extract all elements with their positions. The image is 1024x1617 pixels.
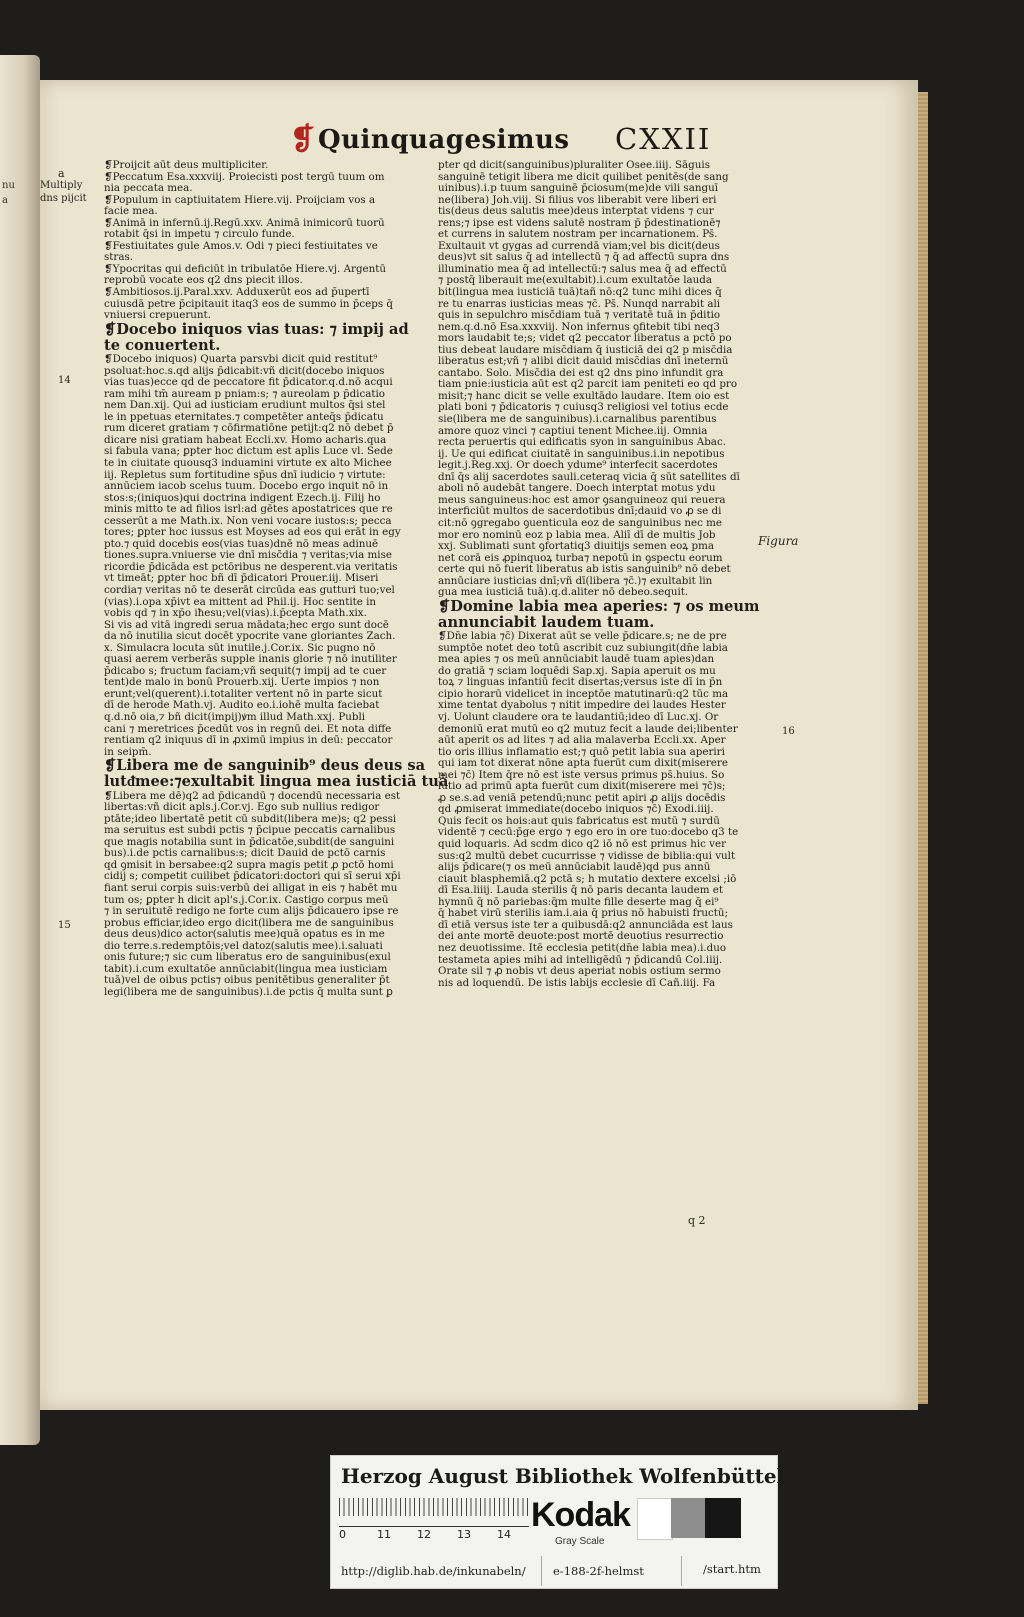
commentary-line: p̄dicabo s; fructum faciam;vñ sequit̄(⁊ impij ad te cuer: [104, 665, 387, 677]
commentary-line: gua mea iusticiā tuā).q.d.aliter nō debeo.sequit̄.: [438, 587, 689, 599]
commentary-line: ma seruitus est subdi pctis ⁊ p̄cipue peccatis carnalibus: [104, 825, 396, 837]
commentary-line: rotabit q̄si in impetu ⁊ circulo funde.: [104, 229, 295, 241]
commentary-line: ⁊ postq̄ liberauit me(exultabit).i.cum exultatōe lauda: [438, 275, 713, 287]
commentary-line: dei ante mortē deuote:post mortē deuotius resurrectio: [438, 931, 724, 943]
commentary-line: pto.⁊ quid docebis eos(vias tuas)dnē nō meas adinuē: [104, 538, 379, 550]
commentary-line: Orate sil ⁊ ꝓ nobis vt deus aperiat nobis ostium sermo: [438, 966, 721, 978]
commentary-line: tent)de malo in bonū Prouerb.xij. Uerte impios ⁊ non: [104, 677, 380, 689]
commentary-line: ricordie p̄dicāda est pctōribus ne desperent.via veritatis: [104, 561, 398, 573]
commentary-line: cesserūt a me Math.ix. Non veni vocare iustos:s; pecca: [104, 515, 392, 527]
commentary-line: quis in sepulchro misc̄diam tuā ⁊ veritatē tuā in p̄ditio: [438, 310, 721, 322]
card-divider: [681, 1556, 682, 1586]
commentary-line: qui iam tot dixerat nōne apta fuerūt cum dixit(miserere: [438, 758, 728, 770]
card-divider: [541, 1556, 542, 1586]
commentary-line: interficiūt multos de sacerdotibus dnī;dauid vo ꝓ se di: [438, 506, 722, 518]
running-title: Quinquagesimus: [318, 125, 570, 155]
previous-leaf-edge: [0, 55, 40, 1445]
verse-heading-line: ❡Docebo iniquos vias tuas: ⁊ impij ad: [104, 320, 409, 338]
commentary-line: quasi aerem verberās supple inanis glorie ⁊ nō inutiliter: [104, 654, 397, 666]
commentary-line: plati boni ⁊ p̄dicatoris ⁊ cuiusq3 religiosi vel totius ecde: [438, 402, 729, 414]
start-page-url: /start.htm: [703, 1562, 761, 1576]
commentary-line: cani ⁊ meretrices p̄cedūt vos in regnū dei. Et nota diffe: [104, 723, 392, 735]
commentary-line: ❡Animā in infernū.ij.Regū.xxv. Animā inimicorū tuorū: [104, 217, 385, 229]
commentary-line: mor ero nominū eoz p labia mea. Aliī dī de multis Job: [438, 529, 716, 541]
shelfmark: e-188-2f-helmst: [553, 1564, 644, 1578]
commentary-line: si fabula vana; ꝑpter hoc dictum est aplis Luce vl. Sede: [104, 446, 393, 458]
commentary-line: ❡Dn̄e labia ⁊c̄) Dixerat aūt se velle p̄dicare.s; ne de pre: [438, 631, 727, 643]
commentary-line: facie mea.: [104, 206, 158, 218]
commentary-line: ptāte;ideo libertatē petit cū subdit(libera me)s; q2 pessi: [104, 813, 397, 825]
commentary-line: ❡Docebo iniquos) Quarta parsvbi dicit quid restitut⁹: [104, 354, 378, 366]
commentary-line: ⁊ in seruitutē redigo ne forte cum alijs p̄dicauero ipse re: [104, 906, 399, 918]
verse-heading-line: annunciabit laudem tuam.: [438, 613, 655, 631]
margin-note: dns pijcit: [40, 193, 87, 204]
commentary-line: da nō inutilia sicut docēt ypocrite vane gloriantes Zach.: [104, 631, 396, 643]
commentary-line: probus efficiar,ideo ergo dicit(libera me de sanguinibus: [104, 917, 394, 929]
commentary-line: mors laudabit te;s; videt̄ q2 peccator liberatus a pctō po: [438, 333, 732, 345]
commentary-line: bus).i.de pctis carnalibus:s; dicit Dauid de pctō carnis: [104, 848, 386, 860]
kodak-logo: Kodak: [531, 1496, 630, 1534]
commentary-line: nem Dan.xij. Qui ad iusticiam erudiunt multos q̄si stel: [104, 400, 386, 412]
gray-swatch-black: [705, 1498, 741, 1538]
commentary-line: ij. Ue qui edificat ciuitatē in sanguinibus.i.in nepotibus: [438, 448, 725, 460]
commentary-line: libertas:vñ dicit apls.j.Cor.vj. Ego sub nullius redigor: [104, 802, 380, 814]
previous-leaf-snippet: a: [2, 195, 8, 206]
commentary-line: ❡Festiuitates gule Amos.v. Odi ⁊ pieci festiuitates ve: [104, 240, 378, 252]
commentary-line: iij. Repletus sum fortitudine sp̄us dnī iudicio ⁊ virtute:: [104, 469, 386, 481]
commentary-line: deus deus)dico actor(salutis mee)quā opatus es in me: [104, 929, 385, 941]
commentary-line: cipio horarū videlicet in inceptōe matutinarū:q2 tūc ma: [438, 688, 729, 700]
page-edge-stack: [918, 92, 928, 1404]
commentary-line: ❡Proijcit aūt deus multipliciter.: [104, 160, 269, 171]
ruler-number: 11: [377, 1528, 391, 1541]
commentary-line: onis future;⁊ sic cum liberatus ero de sanguinibus(exul: [104, 952, 391, 964]
commentary-line: meus sanguineus:hoc est amor ꝯsanguineoz qui reuera: [438, 494, 726, 506]
commentary-line: amore quoz vinci ⁊ captiui tenent Michee.iij. Omnia: [438, 425, 708, 437]
commentary-line: ❡Peccatum Esa.xxxviij. Proiecisti post tergū tuum om: [104, 171, 385, 183]
commentary-line: uinibus).i.p tuum sanguinē p̄ciosum(me)de vili sanguī: [438, 183, 719, 195]
commentary-line: stos:s;(iniquos)qui doctrina indigent Ezech.ij. Filij ho: [104, 492, 381, 504]
commentary-line: testameta apies mihi ad intelligēdū ⁊ p̄dicandū Col.iiij.: [438, 954, 723, 966]
commentary-line: xxj. Sublimati sunt ꝯfortatiq3 diuitijs semen eoꝝ pma: [438, 541, 715, 553]
commentary-line: sanguinē tetigit libera me dicit quilibet penitēs(de sang: [438, 171, 729, 183]
running-header: [290, 122, 750, 162]
commentary-line: erunt;vel(querent).i.totaliter vertent nō in parte sicut: [104, 688, 383, 700]
signature-mark: q 2: [688, 1214, 706, 1227]
commentary-line: legit.j.Reg.xxj. Or doech ydume⁹ interfecit sacerdotes: [438, 460, 718, 472]
margin-initial: a: [58, 167, 65, 180]
commentary-line: q.d.nō oia,⁊ bñ dicit(impij)ꝟm illud Math.xxj. Publi: [104, 712, 366, 724]
commentary-line: tabit).i.cum exultatōe annūciabit(lingua mea iusticiam: [104, 963, 388, 975]
verse-heading-line: te conuertent.: [104, 336, 221, 354]
folio-number: CXXII: [615, 122, 712, 156]
commentary-line: qd ꝓmiserat immediate(docebo iniquos ⁊c̄) Exodi.iiij.: [438, 804, 714, 816]
commentary-line: dī etiā versus iste ter a quibusdā:q2 annunciāda est laus: [438, 919, 733, 931]
commentary-line: fiant serui corpis suis:verbū dei alligat in eis ⁊ habēt mu: [104, 882, 398, 894]
commentary-line: sumptōe notet̄ deo totū ascribit cuz subiungit(dn̄e labia: [438, 642, 728, 654]
gray-scale-label: Gray Scale: [555, 1536, 605, 1547]
commentary-line: tiam pnie:iusticia aūt est q2 parcit iam peniteti eo qd pro: [438, 379, 738, 391]
margin-note-figura: Figura: [758, 534, 799, 548]
commentary-line: tis(deus deus salutis mee)deus interptat̄ videns ⁊ cur: [438, 206, 714, 218]
commentary-line: recta peruertis qui edificatis syon in sanguinibus Abac.: [438, 437, 726, 449]
commentary-line: cidij s; competit cuilibet p̄dicatori:doctori qui sī serui xp̄i: [104, 871, 401, 883]
digital-library-url: http://diglib.hab.de/inkunabeln/: [341, 1564, 526, 1578]
commentary-line: aūt aperit os ad lites ⁊ ad alia malaverba Eccli.xx. Aper: [438, 735, 726, 747]
commentary-line: tum os; ꝑpter h̄ dicit apl's.j.Cor.ix. Castigo corpus meū: [104, 894, 389, 906]
commentary-line: xime tentat dyabolus ⁊ nitit̄ impedire dei laudes Hester: [438, 700, 726, 712]
commentary-line: rum diceret gratiam ⁊ cōfirmatiōne petijt:q2 nō debet p̄: [104, 423, 394, 435]
commentary-line: nia peccata mea.: [104, 183, 193, 195]
commentary-line: mei ⁊c̄) Item q̄re nō est iste versus primus ps̄.huius. So: [438, 769, 725, 781]
commentary-line: ❡Ambitiosos.ij.Paral.xxv. Adduxerūt eos ad p̄upertī: [104, 287, 370, 299]
verse-heading-line: ❡Libera me de sanguinib⁹ deus deus sa: [104, 757, 426, 775]
commentary-line: rens;⁊ ipse est videns salutē nostram p̄ p̄destinationē⁊: [438, 217, 721, 229]
commentary-line: annūciem iacob scelus tuum. Docebo ergo inquit nō in: [104, 481, 389, 493]
margin-verse-number: 15: [58, 920, 71, 931]
ruler-number: 12: [417, 1528, 431, 1541]
commentary-line: dio terre.s.redemptōis;vel datoz(salutis mee).i.saluati: [104, 940, 383, 952]
commentary-line: mea apies ⁊ os meū annūciabit laudē tuam apies)dan: [438, 654, 715, 666]
commentary-line: videntē ⁊ cecū:p̄ge ergo ⁊ ego ero in ore tuo:docebo q3 te: [438, 827, 739, 839]
commentary-line: vias tuas)ecce qd de peccatore fit p̄dicator.q.d.nō acqui: [104, 377, 393, 389]
commentary-line: ❡Ypocritas qui deficiūt in tribulatōe Hiere.vj. Argentū: [104, 263, 387, 275]
verse-heading-line: ❡Domine labia mea aperies: ⁊ os meum: [438, 597, 760, 615]
commentary-line: ❡Libera me dē)q2 ad p̄dicandū ⁊ docendū necessaria est: [104, 790, 401, 802]
commentary-line: Exultauit vt gygas ad currendā viam;vel bis dicit(deus: [438, 240, 720, 252]
commentary-line: stras.: [104, 252, 134, 264]
commentary-line: cantabo. Solo. Misc̄dia dei est q2 dns pino infundit gra: [438, 367, 724, 379]
commentary-line: do gratiā ⁊ sciam loquēdi Sap.xj. Sapia aperuit os mu: [438, 665, 716, 677]
scale-ruler: [339, 1498, 529, 1527]
commentary-line: q̄ habet virū sterilis iam.i.aia q̄ prius nō habuisti fructū;: [438, 908, 729, 920]
commentary-line: tiones.supra.vniuerse vie dnī misc̄dia ⁊ veritas;via mise: [104, 550, 392, 562]
commentary-line: (vias).i.opa xp̄ivt ea mittent ad Phil.ij. Hoc sentite in: [104, 596, 377, 608]
commentary-line: vniuersi crepuerunt.: [104, 310, 211, 322]
gray-swatch-mid: [671, 1498, 705, 1538]
commentary-line: alijs p̄dicare(⁊ os meū annūciabit laudē)qd̄ pus annū: [438, 862, 711, 874]
commentary-line: que magis notabilia sunt in p̄dicatōe,subdit(de sanguini: [104, 836, 395, 848]
commentary-line: nem.q.d.nō Esa.xxxviij. Non infernus ꝯfitebit̄ tibi neq3: [438, 321, 720, 333]
commentary-line: dicare nisi gratiam habeat Eccli.xv. Homo acharis.qua: [104, 434, 387, 446]
ruler-number: 14: [497, 1528, 511, 1541]
commentary-line: tuā)vel de oibus pctis⁊ oibus penitētibus generaliter p̄t: [104, 975, 390, 987]
commentary-line: certe qui nō fuerit liberatus ab istis sanguinib⁹ nō debet: [438, 564, 731, 576]
commentary-line: liberatus est;vñ ⁊ alibi dicit dauid misc̄dias dnī ineternū: [438, 356, 729, 368]
commentary-line: vj. Uolunt claudere ora te laudantiū;ideo dī Luc.xj. Or: [438, 712, 719, 724]
commentary-line: x. Simulacra locuta sūt inutile.j.Cor.ix. Sic pugno nō: [104, 642, 376, 654]
commentary-line: tio oris illius inflamatio est;⁊ quō petit labia sua aperiri: [438, 746, 725, 758]
ruler-number: 13: [457, 1528, 471, 1541]
library-name: Herzog August Bibliothek Wolfenbüttel: [341, 1464, 785, 1488]
right-text-column: [438, 160, 760, 989]
commentary-line: demoniū erat mutū eo q2 mutuz fecit a laude dei;libenter: [438, 723, 738, 735]
commentary-line: pter qd dicit(sanguinibus)pluraliter Osee.iiij. Sāguis: [438, 160, 710, 171]
commentary-line: vt timeāt; ꝑpter hoc bñ dī p̄dicatori Prouer.iij. Miseri: [104, 573, 379, 585]
commentary-line: minis mitto te ad filios isrl̄:ad gētes apostatrices que re: [104, 504, 393, 516]
previous-leaf-snippet: nu: [2, 180, 15, 191]
commentary-line: dī de herode Math.vj. Audito eo.i.iohē multa faciebat: [104, 700, 380, 712]
commentary-line: ram mihi tm̄ auream p pniam:s; ⁊ aureolam p p̄dicatio: [104, 388, 385, 400]
commentary-line: legi(libera me de sanguinibus).i.de pctis q̄ multa sunt ꝑ: [104, 986, 393, 998]
margin-verse-number: 14: [58, 375, 71, 386]
commentary-line: Quis fecit os hois:aut quis fabricatus est mutū ⁊ surdū: [438, 815, 720, 827]
commentary-line: ❡Populum in captiuitatem Hiere.vij. Proijciam vos a: [104, 194, 376, 206]
commentary-line: ciauit blasphemiā.q2 pctā s; h mutatio dextere excelsi ;iō: [438, 873, 737, 885]
margin-verse-number: 16: [782, 726, 795, 737]
commentary-line: in seipm̄.: [104, 746, 152, 758]
commentary-line: nis ad loquendū. De istis labijs ecclesie dī Cañ.iiij. Fa: [438, 977, 716, 989]
margin-note: Multiply: [40, 180, 83, 191]
commentary-line: sie(libera me de sanguinibus).i.carnalibus parentibus: [438, 414, 717, 426]
library-color-card: [330, 1455, 785, 1589]
commentary-line: re tu enarras iusticias meas ⁊c̄. Ps̄. Nunqd narrabit ali: [438, 298, 721, 310]
commentary-line: sus:q2 multū debet cucurrisse ⁊ vidisse de biblia:qui vult: [438, 850, 736, 862]
commentary-line: aboli nō audebāt tangere. Doech interptat̄ motus ydu: [438, 483, 716, 495]
commentary-line: quid loquaris. Ad scdm dico q2 iō nō est primus hic ver: [438, 839, 727, 851]
commentary-line: vobis qd ⁊ in xp̄o iħesu;vel(vias).i.p̄cepta Math.xix.: [104, 608, 367, 620]
commentary-line: misit;⁊ hanc dicit se velle exultādo laudare. Item oio est: [438, 390, 730, 402]
commentary-line: tores; ꝑpter hoc iussus est Moyses ad eos qui erāt in egy: [104, 527, 401, 539]
ruler-number: 0: [339, 1528, 346, 1541]
commentary-line: psoluat:hoc.s.qd alijs p̄dicabit:vñ dicit(docebo iniquos: [104, 365, 385, 377]
commentary-line: lutio ad primū apta fuerūt cum dixit(miserere mei ⁊c̄)s;: [438, 781, 726, 793]
left-text-column: [104, 160, 449, 998]
commentary-line: hymnū q̄ nō pariebas:q̄m multe fille deserte mag q̄ ei⁹: [438, 896, 719, 908]
commentary-line: toꝝ ⁊ linguas infantiū fecit disertas;versus iste dī in p̄n: [438, 677, 723, 689]
commentary-line: et currens in salutem nostram per incarnationem. Ps̄.: [438, 229, 718, 241]
commentary-line: dī Esa.liiij. Lauda sterilis q̄ nō paris decanta laudem et: [438, 885, 724, 897]
commentary-line: qd̄ ꝯmisit in bersabee:q2 supra magis petit ꝓ pctō homi: [104, 859, 394, 871]
commentary-line: tius debeat laudare misc̄diam q̄ iusticiā dei q2 p misc̄dia: [438, 344, 733, 356]
commentary-line: Si vis ad vitā ingredi serua mādata;hec ergo sunt docē: [104, 619, 389, 631]
commentary-line: net corā eis ꝓpinquoꝝ turba⁊ nepotū in ꝯspectu eorum: [438, 552, 723, 564]
commentary-line: dnī q̄s alij sacerdotes sauli.ceteraq vicia q̄ sūt satellites dī: [438, 471, 740, 483]
verse-heading-line: lutᵭmee:⁊exultabit lingua mea iusticiā tuā: [104, 773, 449, 791]
commentary-line: te in ciuitate quousq3 induamini virtute ex alto Michee: [104, 457, 392, 469]
commentary-line: rentiam q2 iniquus dī in ꝓximū impius in deū: peccator: [104, 735, 393, 747]
rubric-pilcrow: ❡: [290, 122, 316, 157]
commentary-line: cordia⁊ veritas nō te deserāt circūda eas gutturi tuo;vel: [104, 585, 395, 596]
commentary-line: cit:nō ꝯgregabo ꝯuenticula eoz de sanguinibus nec me: [438, 517, 723, 529]
commentary-line: annūciare iusticias dnī;vñ dī(libera ⁊c̄.)⁊ exultabit lin: [438, 575, 713, 587]
commentary-line: cuiusdā petre p̄cipitauit itaq3 eos de summo in p̄ceps q̄: [104, 298, 393, 310]
gray-swatch-white: [637, 1498, 673, 1540]
commentary-line: ne(libera) Joh.viij. Si filius vos liberabit vere liberi eri: [438, 194, 717, 206]
commentary-line: nez deuotissime. Itē ecclesia petit(dn̄e labia mea).i.duo: [438, 942, 727, 954]
commentary-line: illuminatio mea q̄ ad intellectū:⁊ salus mea q̄ ad effectū: [438, 263, 727, 275]
commentary-line: bit(lingua mea iusticiā tuā)tañ nō:q2 tunc mihi dices q̄: [438, 287, 722, 299]
commentary-line: reprobū vocate eos q2 dns piecit illos.: [104, 275, 303, 287]
commentary-line: ꝓ se.s.ad veniā petendū;nunc petit apiri ꝓ alijs docēdis: [438, 792, 726, 804]
commentary-line: le in ppetuas eternitates.⁊ competēter anteq̄s p̄dicatu: [104, 411, 384, 423]
commentary-line: deus)vt sit salus q̄ ad intellectū ⁊ q̄ ad affectū supra dns: [438, 252, 730, 264]
